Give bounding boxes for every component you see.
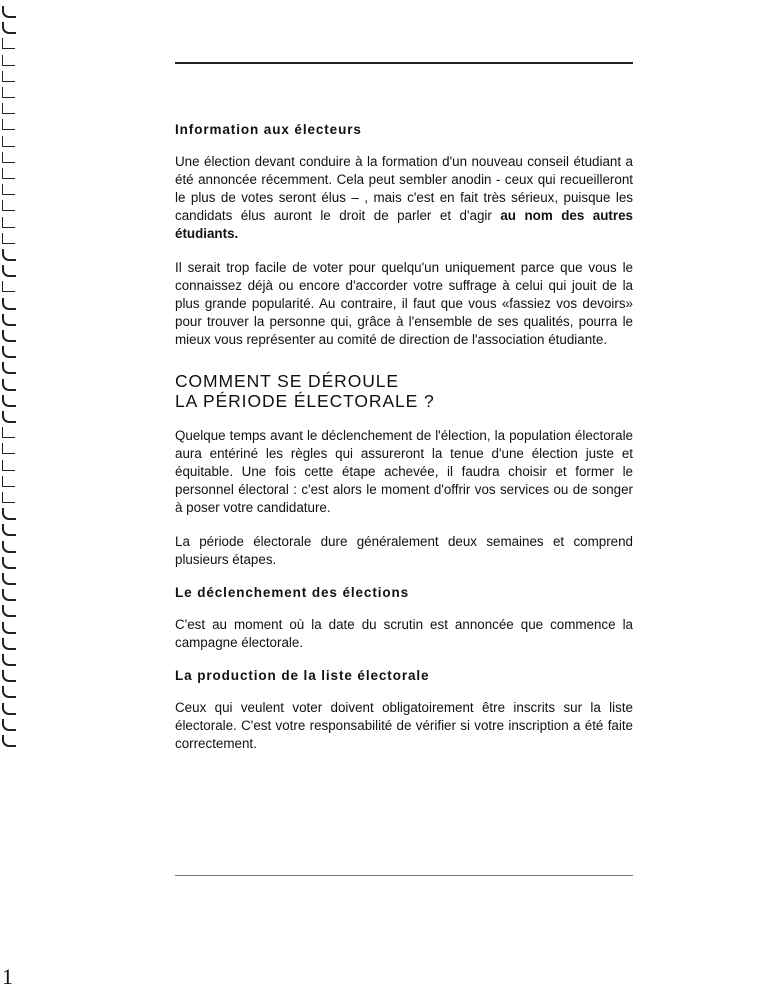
binding-mark <box>2 605 16 617</box>
binding-marks <box>2 0 20 760</box>
binding-mark <box>2 22 16 34</box>
binding-mark <box>2 573 16 585</box>
paragraph-rules-personnel: Quelque temps avant le déclenchement de l'élection, la population électorale aura entériné les règles qui assureront la tenue d'une élection juste et équitable. Une fois cette étape achevée, il faudra choisir et former le personnel électoral : c'est alors le moment d'offrir vos services ou de songer à poser votre candidature. <box>175 428 633 515</box>
binding-mark <box>2 362 16 374</box>
binding-mark <box>2 622 16 634</box>
heading-line-2: LA PÉRIODE ÉLECTORALE ? <box>175 391 435 411</box>
binding-mark <box>2 395 16 407</box>
binding-mark <box>2 492 15 503</box>
paragraph-declenchement: C'est au moment où la date du scrutin est annoncée que commence la campagne électorale. <box>175 617 633 650</box>
binding-mark <box>2 71 15 82</box>
binding-mark <box>2 152 15 163</box>
binding-mark <box>2 476 15 487</box>
binding-mark <box>2 136 15 147</box>
binding-mark <box>2 735 16 747</box>
binding-mark <box>2 103 15 114</box>
binding-mark <box>2 200 15 211</box>
binding-mark <box>2 670 16 682</box>
binding-mark <box>2 589 16 601</box>
binding-mark <box>2 557 16 569</box>
paragraph-election-announced <box>175 153 633 243</box>
binding-mark <box>2 524 16 536</box>
binding-mark <box>2 508 16 520</box>
binding-mark <box>2 330 16 342</box>
bold-emphasis: au nom des autres étudiants. <box>175 208 633 241</box>
binding-mark <box>2 443 15 454</box>
binding-mark <box>2 686 16 698</box>
section-heading-periode-electorale <box>175 371 633 411</box>
binding-mark <box>2 281 15 292</box>
binding-mark <box>2 719 16 731</box>
binding-mark <box>2 265 16 277</box>
binding-mark <box>2 314 16 326</box>
binding-mark <box>2 346 16 358</box>
page-number: 1 <box>2 964 13 989</box>
binding-mark <box>2 249 16 261</box>
binding-mark <box>2 38 15 49</box>
paragraph-liste-electorale: Ceux qui veulent voter doivent obligatoirement être inscrits sur la liste électorale. C'est votre responsabilité de vérifier si votre inscription a été faite correctement. <box>175 700 633 751</box>
binding-mark <box>2 379 16 391</box>
paragraph-voting-advice: Il serait trop facile de voter pour quelqu'un uniquement parce que vous le connaissez déjà ou encore d'accorder votre suffrage à celui qui jouit de la plus grande popularité. Au contraire, il faut que vous «fassiez vos devoirs» pour trouver la personne qui, grâce à l'ensemble de ses qualités, pourra le mieux vous représenter au comité de direction de l'association étudiante. <box>175 260 633 347</box>
paragraph-duration: La période électorale dure généralement deux semaines et comprend plusieurs étapes. <box>175 534 633 567</box>
binding-mark <box>2 703 16 715</box>
binding-mark <box>2 184 15 195</box>
section-heading-information: Information aux électeurs <box>175 122 362 137</box>
top-rule <box>175 62 633 64</box>
binding-mark <box>2 411 16 423</box>
binding-mark <box>2 427 15 438</box>
binding-mark <box>2 460 15 471</box>
binding-mark <box>2 168 15 179</box>
page-content <box>175 122 633 769</box>
binding-mark <box>2 654 16 666</box>
binding-mark <box>2 638 16 650</box>
binding-mark <box>2 119 15 130</box>
binding-mark <box>2 6 16 18</box>
binding-mark <box>2 87 15 98</box>
subsection-heading-declenchement: Le déclenchement des élections <box>175 585 410 600</box>
binding-mark <box>2 541 16 553</box>
paragraph-text: Une élection devant conduire à la formation d'un nouveau conseil étudiant a été annoncée récemment. Cela peut sembler anodin - ceux qui recueilleront le plus de votes seront élus – , mais c'est en fait très sérieux, puisque les candidats élus auront le droit de parler et d'agir <box>175 154 633 223</box>
binding-mark <box>2 298 16 310</box>
binding-mark <box>2 233 15 244</box>
binding-mark <box>2 55 15 66</box>
heading-line-1: COMMENT SE DÉROULE <box>175 371 399 391</box>
bottom-rule <box>175 875 633 876</box>
binding-mark <box>2 217 15 228</box>
subsection-heading-liste-electorale: La production de la liste électorale <box>175 668 430 683</box>
